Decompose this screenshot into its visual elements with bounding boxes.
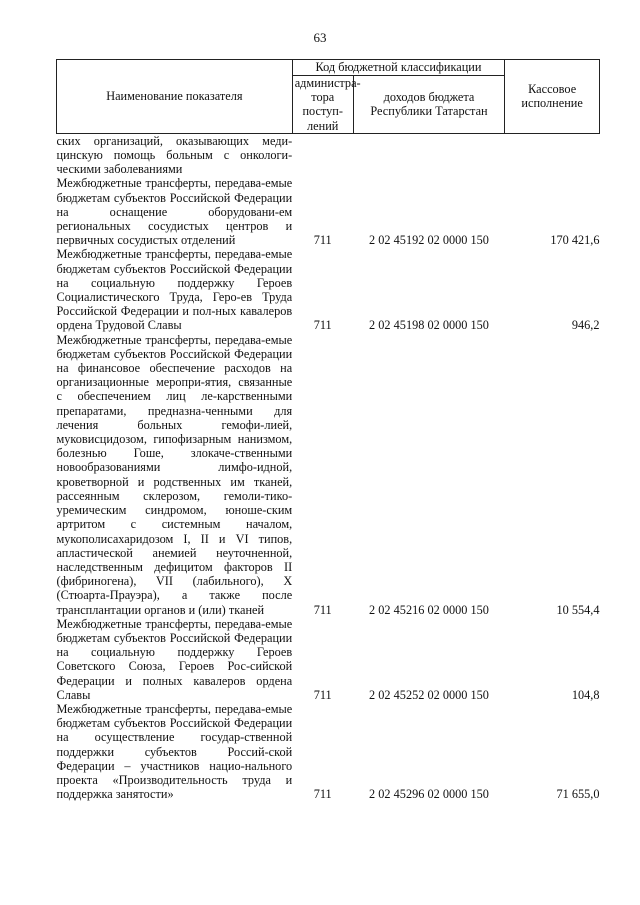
execution-amount-cell: 104,8 bbox=[571, 687, 600, 702]
table-row bbox=[57, 702, 600, 801]
execution-amount-cell: 71 655,0 bbox=[556, 787, 600, 802]
page-number: 63 bbox=[313, 30, 327, 45]
execution-amount-cell: 170 421,6 bbox=[550, 233, 600, 248]
header-budget-revenue: доходов бюджета Республики Татарстан bbox=[353, 76, 505, 134]
table-row bbox=[57, 176, 600, 247]
admin-code-cell: 711 bbox=[313, 687, 332, 702]
table-body bbox=[57, 133, 600, 801]
admin-code-cell: 711 bbox=[313, 233, 332, 248]
header-revenue-administrator: администра-тора поступ-лений bbox=[292, 76, 353, 134]
execution-amount-cell bbox=[505, 133, 600, 176]
admin-code-cell: 711 bbox=[313, 318, 332, 333]
income-code-cell: 2 02 45192 02 0000 150 bbox=[369, 233, 489, 248]
indicator-name-cell: Межбюджетные трансферты, передава-емые бюджетам субъектов Российской Федерации на социальную поддержку Героев Советского Союза, Героев Рос-сийской Федерации и полных кавалеров ордена Славы bbox=[56, 616, 293, 702]
income-code-cell: 2 02 45296 02 0000 150 bbox=[369, 787, 489, 802]
table-row bbox=[57, 617, 600, 702]
header-indicator-name: Наименование показателя bbox=[57, 60, 293, 134]
admin-code-cell: 711 bbox=[313, 787, 332, 802]
header-cash-execution: Кассовое исполнение bbox=[505, 60, 600, 134]
indicator-name-cell: Межбюджетные трансферты, передава-емые бюджетам субъектов Российской Федерации на социальную поддержку Героев Социалистического Труда, Геро-ев Труда Российской Федерации и пол-ных кавалеров ордена Трудовой Славы bbox=[56, 247, 293, 333]
execution-amount-cell: 10 554,4 bbox=[556, 602, 600, 617]
income-code-cell: 2 02 45216 02 0000 150 bbox=[369, 602, 489, 617]
budget-table bbox=[56, 59, 600, 801]
table-row bbox=[57, 133, 600, 176]
table-row bbox=[57, 247, 600, 332]
header-budget-classification-code: Код бюджетной классификации bbox=[292, 60, 505, 76]
income-code-cell: 2 02 45198 02 0000 150 bbox=[369, 318, 489, 333]
execution-amount-cell: 946,2 bbox=[571, 318, 600, 333]
indicator-name-cell: Межбюджетные трансферты, передава-емые бюджетам субъектов Российской Федерации на финансовое обеспечение расходов на организационные меропри-ятия, связанные с обеспечением лиц ле-карственными препаратами, предназна-ченными для лечения больных гемофи-лией, муковисцидозом, гипофизарным нанизмом, болезнью Гоше, злокаче-ственными новообразованиями лимфо-идной, кроветворной и родственных им тканей, рассеянным склерозом, гемоли-тико-уремическим синдромом, юноше-ским артритом с системным началом, мукополисахаридозом I, II и VI типов, апластической анемией неуточненной, наследственным дефицитом факторов II (фибриногена), VII (лабильного), X (Стюарта-Прауэра), а также после трансплантации органов и (или) тканей bbox=[56, 332, 293, 617]
indicator-name-cell: ских организаций, оказывающих меди-цинскую помощь больным с онкологи-ческими заболеваниями bbox=[56, 133, 293, 177]
income-code-cell: 2 02 45252 02 0000 150 bbox=[369, 687, 489, 702]
income-code-cell bbox=[353, 133, 505, 176]
indicator-name-cell: Межбюджетные трансферты, передава-емые бюджетам субъектов Российской Федерации на осуществление государ-ственной поддержки субъектов Россий-ской Федерации – участников нацио-нального проекта «Производительность труда и поддержка занятости» bbox=[56, 701, 293, 802]
table-header bbox=[57, 60, 600, 134]
admin-code-cell: 711 bbox=[313, 602, 332, 617]
indicator-name-cell: Межбюджетные трансферты, передава-емые бюджетам субъектов Российской Федерации на оснащение оборудовани-ем региональных сосудистых центров и первичных сосудистых отделений bbox=[56, 176, 293, 248]
table-row bbox=[57, 333, 600, 617]
admin-code-cell bbox=[292, 133, 353, 176]
